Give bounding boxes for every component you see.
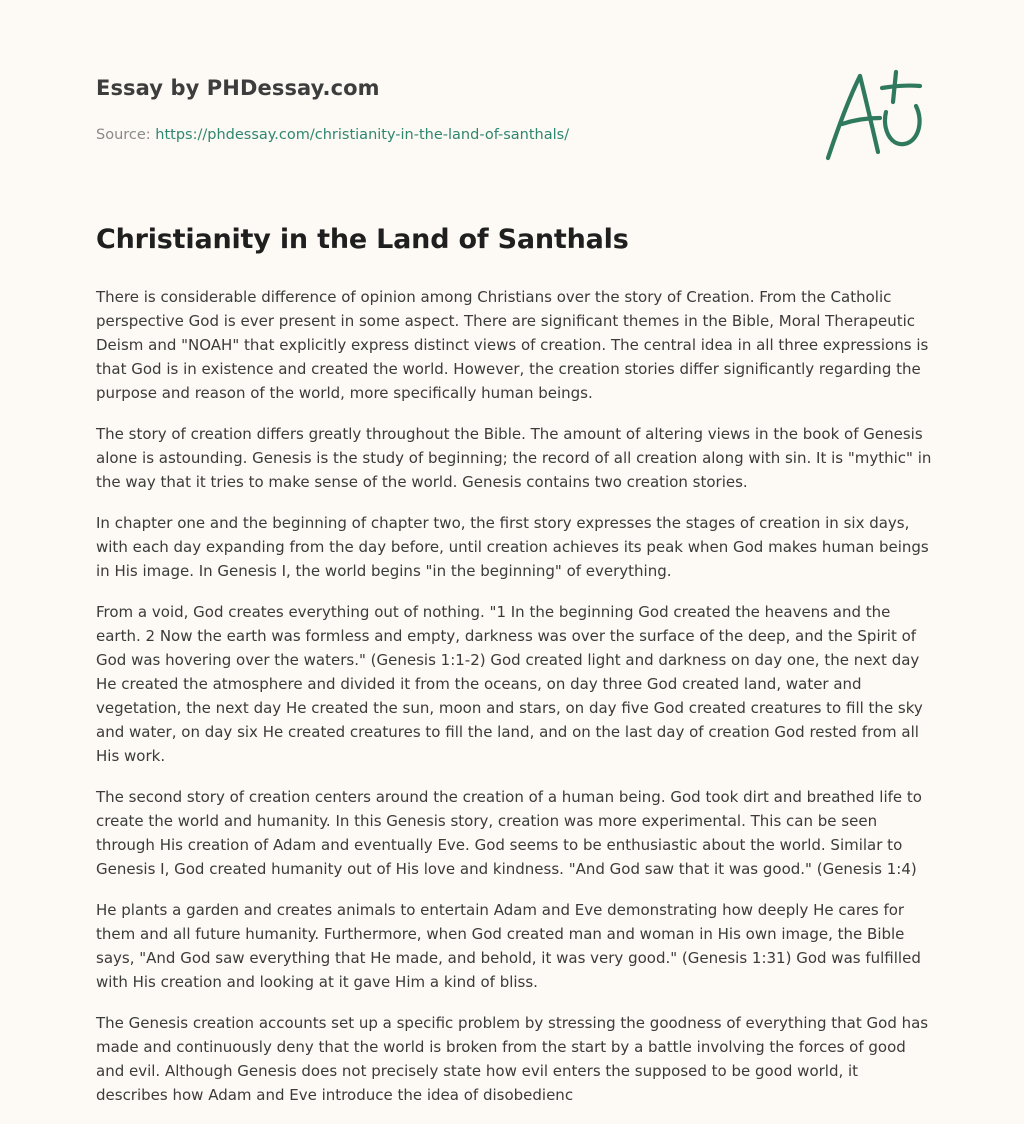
article-paragraph: The Genesis creation accounts set up a specific problem by stressing the goodness of everything that God has made and continuously deny that the world is broken from the start by a battle involving the forces of good and evil. Although Genesis does not precisely state how evil enters the supposed to be good world, it describes how Adam and Eve introduce the idea of disobedienc [96,1014,929,1104]
article-body [96,285,932,1124]
article-title: Christianity in the Land of Santhals [96,224,629,255]
source-line [96,127,776,143]
article-paragraph: In chapter one and the beginning of chapter two, the first story expresses the stages of creation in six days, with each day expanding from the day before, until creation achieves its peak when God makes human beings in His image. In Genesis I, the world begins "in the beginning" of everything. [96,514,929,580]
source-link[interactable]: https://phdessay.com/christianity-in-the-land-of-santhals/ [155,127,570,143]
article-paragraph: From a void, God creates everything out of nothing. "1 In the beginning God created the heavens and the earth. 2 Now the earth was formless and empty, darkness was over the surface of the deep, and the Spirit of God was hovering over the waters." (Genesis 1:1-2) God created light and darkness on day one, the next day He created the atmosphere and divided it from the oceans, on day three God created land, water and vegetation, the next day He created the sun, moon and stars, on day five God created creatures to fill the sky and water, on day six He created creatures to fill the land, and on the last day of creation God rested from all His work. [96,603,923,765]
page-header [96,76,776,143]
site-brand: Essay by PHDessay.com [96,76,380,100]
article-paragraph: There is considerable difference of opinion among Christians over the story of Creation. From the Catholic perspective God is ever present in some aspect. There are significant themes in the Bible, Moral Therapeutic Deism and "NOAH" that explicitly express distinct views of creation. The central idea in all three expressions is that God is in existence and created the world. However, the creation stories differ significantly regarding the purpose and reason of the world, more specifically human beings. [96,288,929,402]
article-paragraph: The second story of creation centers around the creation of a human being. God took dirt and breathed life to create the world and humanity. In this Genesis story, creation was more experimental. This can be seen through His creation of Adam and eventually Eve. God seems to be enthusiastic about the world. Similar to Genesis I, God created humanity out of His love and kindness. "And God saw that it was good." (Genesis 1:4) [96,788,922,878]
article-paragraph: The story of creation differs greatly throughout the Bible. The amount of altering views in the book of Genesis alone is astounding. Genesis is the study of beginning; the record of all creation along with sin. It is "mythic" in the way that it tries to make sense of the world. Genesis contains two creation stories. [96,425,932,491]
source-label: Source: [96,127,156,143]
a-plus-grade-icon [820,66,930,166]
article-paragraph: He plants a garden and creates animals to entertain Adam and Eve demonstrating how deeply He cares for them and all future humanity. Furthermore, when God created man and woman in His own image, the Bible says, "And God saw everything that He made, and behold, it was very good." (Genesis 1:31) God was fulfilled with His creation and looking at it gave Him a kind of bliss. [96,901,921,991]
